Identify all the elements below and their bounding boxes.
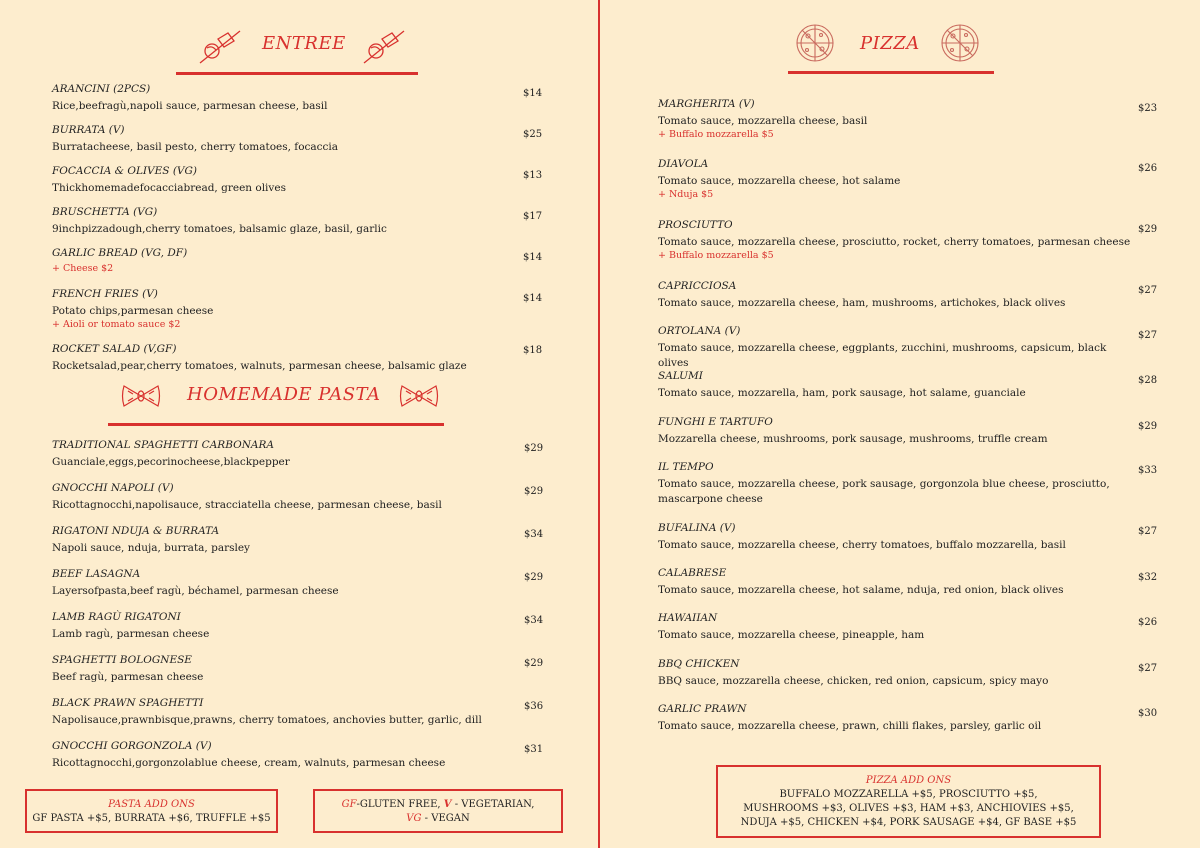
item-name: HAWAIIAN xyxy=(658,612,718,624)
item-price: $27 xyxy=(1138,663,1158,674)
item-description: Tomato sauce, mozzarella cheese, ham, mushrooms, artichokes, black olives xyxy=(658,297,1066,309)
item-name: LAMB RAGÙ RIGATONI xyxy=(52,611,181,623)
item-description: Tomato sauce, mozzarella cheese, prosciutto, rocket, cherry tomatoes, parmesan cheese xyxy=(658,236,1131,248)
item-price: $13 xyxy=(523,170,543,181)
item-name: IL TEMPO xyxy=(658,461,714,473)
item-description: Layersofpasta,beef ragù, béchamel, parmesan cheese xyxy=(52,585,339,597)
item-description: Napolisauce,prawnbisque,prawns, cherry tomatoes, anchovies butter, garlic, dill xyxy=(52,714,482,726)
item-name: SPAGHETTI BOLOGNESE xyxy=(52,654,192,666)
item-description: Napoli sauce, nduja, burrata, parsley xyxy=(52,542,250,554)
pasta-addons-text: GF PASTA +$5, BURRATA +$6, TRUFFLE +$5 xyxy=(32,813,271,824)
pizza-rule xyxy=(788,71,994,74)
item-name: BLACK PRAWN SPAGHETTI xyxy=(52,697,204,709)
pasta-addons-title: PASTA ADD ONS xyxy=(108,799,195,810)
item-description: Tomato sauce, mozzarella cheese, cherry tomatoes, buffalo mozzarella, basil xyxy=(658,539,1066,551)
item-name: BBQ CHICKEN xyxy=(658,658,740,670)
item-name: GARLIC PRAWN xyxy=(658,703,747,715)
item-price: $36 xyxy=(524,701,544,712)
item-description: Guanciale,eggs,pecorinocheese,blackpepper xyxy=(52,456,290,468)
legend-gf-text: -GLUTEN FREE, xyxy=(356,799,444,810)
item-name: FUNGHI E TARTUFO xyxy=(658,416,773,428)
item-price: $18 xyxy=(523,345,543,356)
pizza-addons-title: PIZZA ADD ONS xyxy=(865,775,952,786)
entree-title: ENTREE xyxy=(262,33,346,54)
item-description: Tomato sauce, mozzarella cheese, pork sausage, gorgonzola blue cheese, prosciutto, mascarpone cheese xyxy=(658,478,1110,505)
item-name: CAPRICCIOSA xyxy=(658,280,737,292)
pizza-addons-line: NDUJA +$5, CHICKEN +$4, PORK SAUSAGE +$4, GF BASE +$5 xyxy=(740,817,1077,828)
item-price: $26 xyxy=(1138,163,1158,174)
pizza-icon xyxy=(938,22,982,64)
item-price: $29 xyxy=(524,658,544,669)
item-description: Tomato sauce, mozzarella cheese, basil xyxy=(658,115,868,127)
item-price: $32 xyxy=(1138,572,1158,583)
item-description: Rice,beefragù,napoli sauce, parmesan cheese, basil xyxy=(52,100,328,112)
item-name: ARANCINI (2PCS) xyxy=(52,83,151,95)
item-price: $28 xyxy=(1138,375,1158,386)
item-description: Potato chips,parmesan cheese xyxy=(52,305,214,317)
item-name: GARLIC BREAD (VG, DF) xyxy=(52,247,188,259)
item-name: DIAVOLA xyxy=(658,158,709,170)
item-price: $27 xyxy=(1138,285,1158,296)
item-description: Mozzarella cheese, mushrooms, pork sausage, mushrooms, truffle cream xyxy=(658,433,1048,445)
item-name: BURRATA (V) xyxy=(52,124,125,136)
item-name: MARGHERITA (V) xyxy=(658,98,755,110)
item-name: FRENCH FRIES (V) xyxy=(52,288,158,300)
center-divider xyxy=(598,0,600,848)
item-price: $30 xyxy=(1138,708,1158,719)
item-description: Tomato sauce, mozzarella, ham, pork sausage, hot salame, guanciale xyxy=(658,387,1026,399)
skewer-icon xyxy=(196,25,244,67)
item-name: BRUSCHETTA (VG) xyxy=(52,206,158,218)
item-description: Tomato sauce, mozzarella cheese, prawn, chilli flakes, parsley, garlic oil xyxy=(658,720,1042,732)
legend-v-text: - VEGETARIAN, xyxy=(451,799,535,810)
item-description: Tomato sauce, mozzarella cheese, pineapple, ham xyxy=(658,629,925,641)
pasta-title: HOMEMADE PASTA xyxy=(187,384,381,405)
diet-legend-box xyxy=(313,789,563,833)
item-price: $29 xyxy=(524,443,544,454)
legend-gf: GF xyxy=(341,799,357,810)
item-addon: + Buffalo mozzarella $5 xyxy=(658,129,774,140)
pasta-rule xyxy=(108,423,444,426)
item-price: $29 xyxy=(1138,421,1158,432)
item-name: GNOCCHI GORGONZOLA (V) xyxy=(52,740,212,752)
item-addon: + Nduja $5 xyxy=(658,189,714,200)
item-description: Ricottagnocchi,napolisauce, stracciatella cheese, parmesan cheese, basil xyxy=(52,499,442,511)
item-name: RIGATONI NDUJA & BURRATA xyxy=(52,525,220,537)
item-price: $26 xyxy=(1138,617,1158,628)
item-addon: + Cheese $2 xyxy=(52,263,114,274)
item-description: 9inchpizzadough,cherry tomatoes, balsamic glaze, basil, garlic xyxy=(52,223,387,235)
item-description: Tomato sauce, mozzarella cheese, hot salame, nduja, red onion, black olives xyxy=(658,584,1064,596)
item-price: $29 xyxy=(524,486,544,497)
item-price: $33 xyxy=(1138,465,1158,476)
pizza-icon xyxy=(793,22,837,64)
pizza-addons-line: MUSHROOMS +$3, OLIVES +$3, HAM +$3, ANCHIOVIES +$5, xyxy=(743,803,1074,814)
item-description: Thickhomemadefocacciabread, green olives xyxy=(52,182,286,194)
pizza-addons-box xyxy=(716,765,1101,838)
legend-vg-text: - VEGAN xyxy=(421,813,470,824)
item-description: Ricottagnocchi,gorgonzolablue cheese, cream, walnuts, parmesan cheese xyxy=(52,757,446,769)
item-name: ORTOLANA (V) xyxy=(658,325,741,337)
item-price: $29 xyxy=(1138,224,1158,235)
item-name: BUFALINA (V) xyxy=(658,522,736,534)
bowtie-pasta-icon xyxy=(120,383,162,409)
item-price: $14 xyxy=(523,88,543,99)
bowtie-pasta-icon xyxy=(398,383,440,409)
item-price: $23 xyxy=(1138,103,1158,114)
item-description: Tomato sauce, mozzarella cheese, eggplants, zucchini, mushrooms, capsicum, black olives xyxy=(658,342,1107,369)
legend-v: V xyxy=(443,799,452,810)
item-addon: + Aioli or tomato sauce $2 xyxy=(52,319,181,330)
item-price: $31 xyxy=(524,744,544,755)
item-addon: + Buffalo mozzarella $5 xyxy=(658,250,774,261)
item-description: Burratacheese, basil pesto, cherry tomatoes, focaccia xyxy=(52,141,339,153)
item-description: Beef ragù, parmesan cheese xyxy=(52,671,204,683)
item-name: ROCKET SALAD (V,GF) xyxy=(52,343,177,355)
item-name: PROSCIUTTO xyxy=(658,219,733,231)
item-description: Rocketsalad,pear,cherry tomatoes, walnuts, parmesan cheese, balsamic glaze xyxy=(52,360,467,372)
item-price: $29 xyxy=(524,572,544,583)
entree-rule xyxy=(176,72,418,75)
item-price: $27 xyxy=(1138,330,1158,341)
legend-vg: VG xyxy=(406,813,422,824)
item-name: GNOCCHI NAPOLI (V) xyxy=(52,482,174,494)
skewer-icon xyxy=(360,25,408,67)
item-name: FOCACCIA & OLIVES (VG) xyxy=(52,165,198,177)
item-name: BEEF LASAGNA xyxy=(52,568,141,580)
item-description: Lamb ragù, parmesan cheese xyxy=(52,628,210,640)
item-description: BBQ sauce, mozzarella cheese, chicken, red onion, capsicum, spicy mayo xyxy=(658,675,1049,687)
item-price: $25 xyxy=(523,129,543,140)
item-name: CALABRESE xyxy=(658,567,727,579)
item-price: $14 xyxy=(523,293,543,304)
item-price: $14 xyxy=(523,252,543,263)
item-name: TRADITIONAL SPAGHETTI CARBONARA xyxy=(52,439,274,451)
item-price: $17 xyxy=(523,211,543,222)
pizza-addons-line: BUFFALO MOZZARELLA +$5, PROSCIUTTO +$5, xyxy=(779,789,1038,800)
item-name: SALUMI xyxy=(658,370,703,382)
item-price: $34 xyxy=(524,529,544,540)
item-price: $34 xyxy=(524,615,544,626)
pasta-addons-box xyxy=(25,789,278,833)
item-description: Tomato sauce, mozzarella cheese, hot salame xyxy=(658,175,901,187)
item-price: $27 xyxy=(1138,526,1158,537)
pizza-title: PIZZA xyxy=(860,33,920,54)
